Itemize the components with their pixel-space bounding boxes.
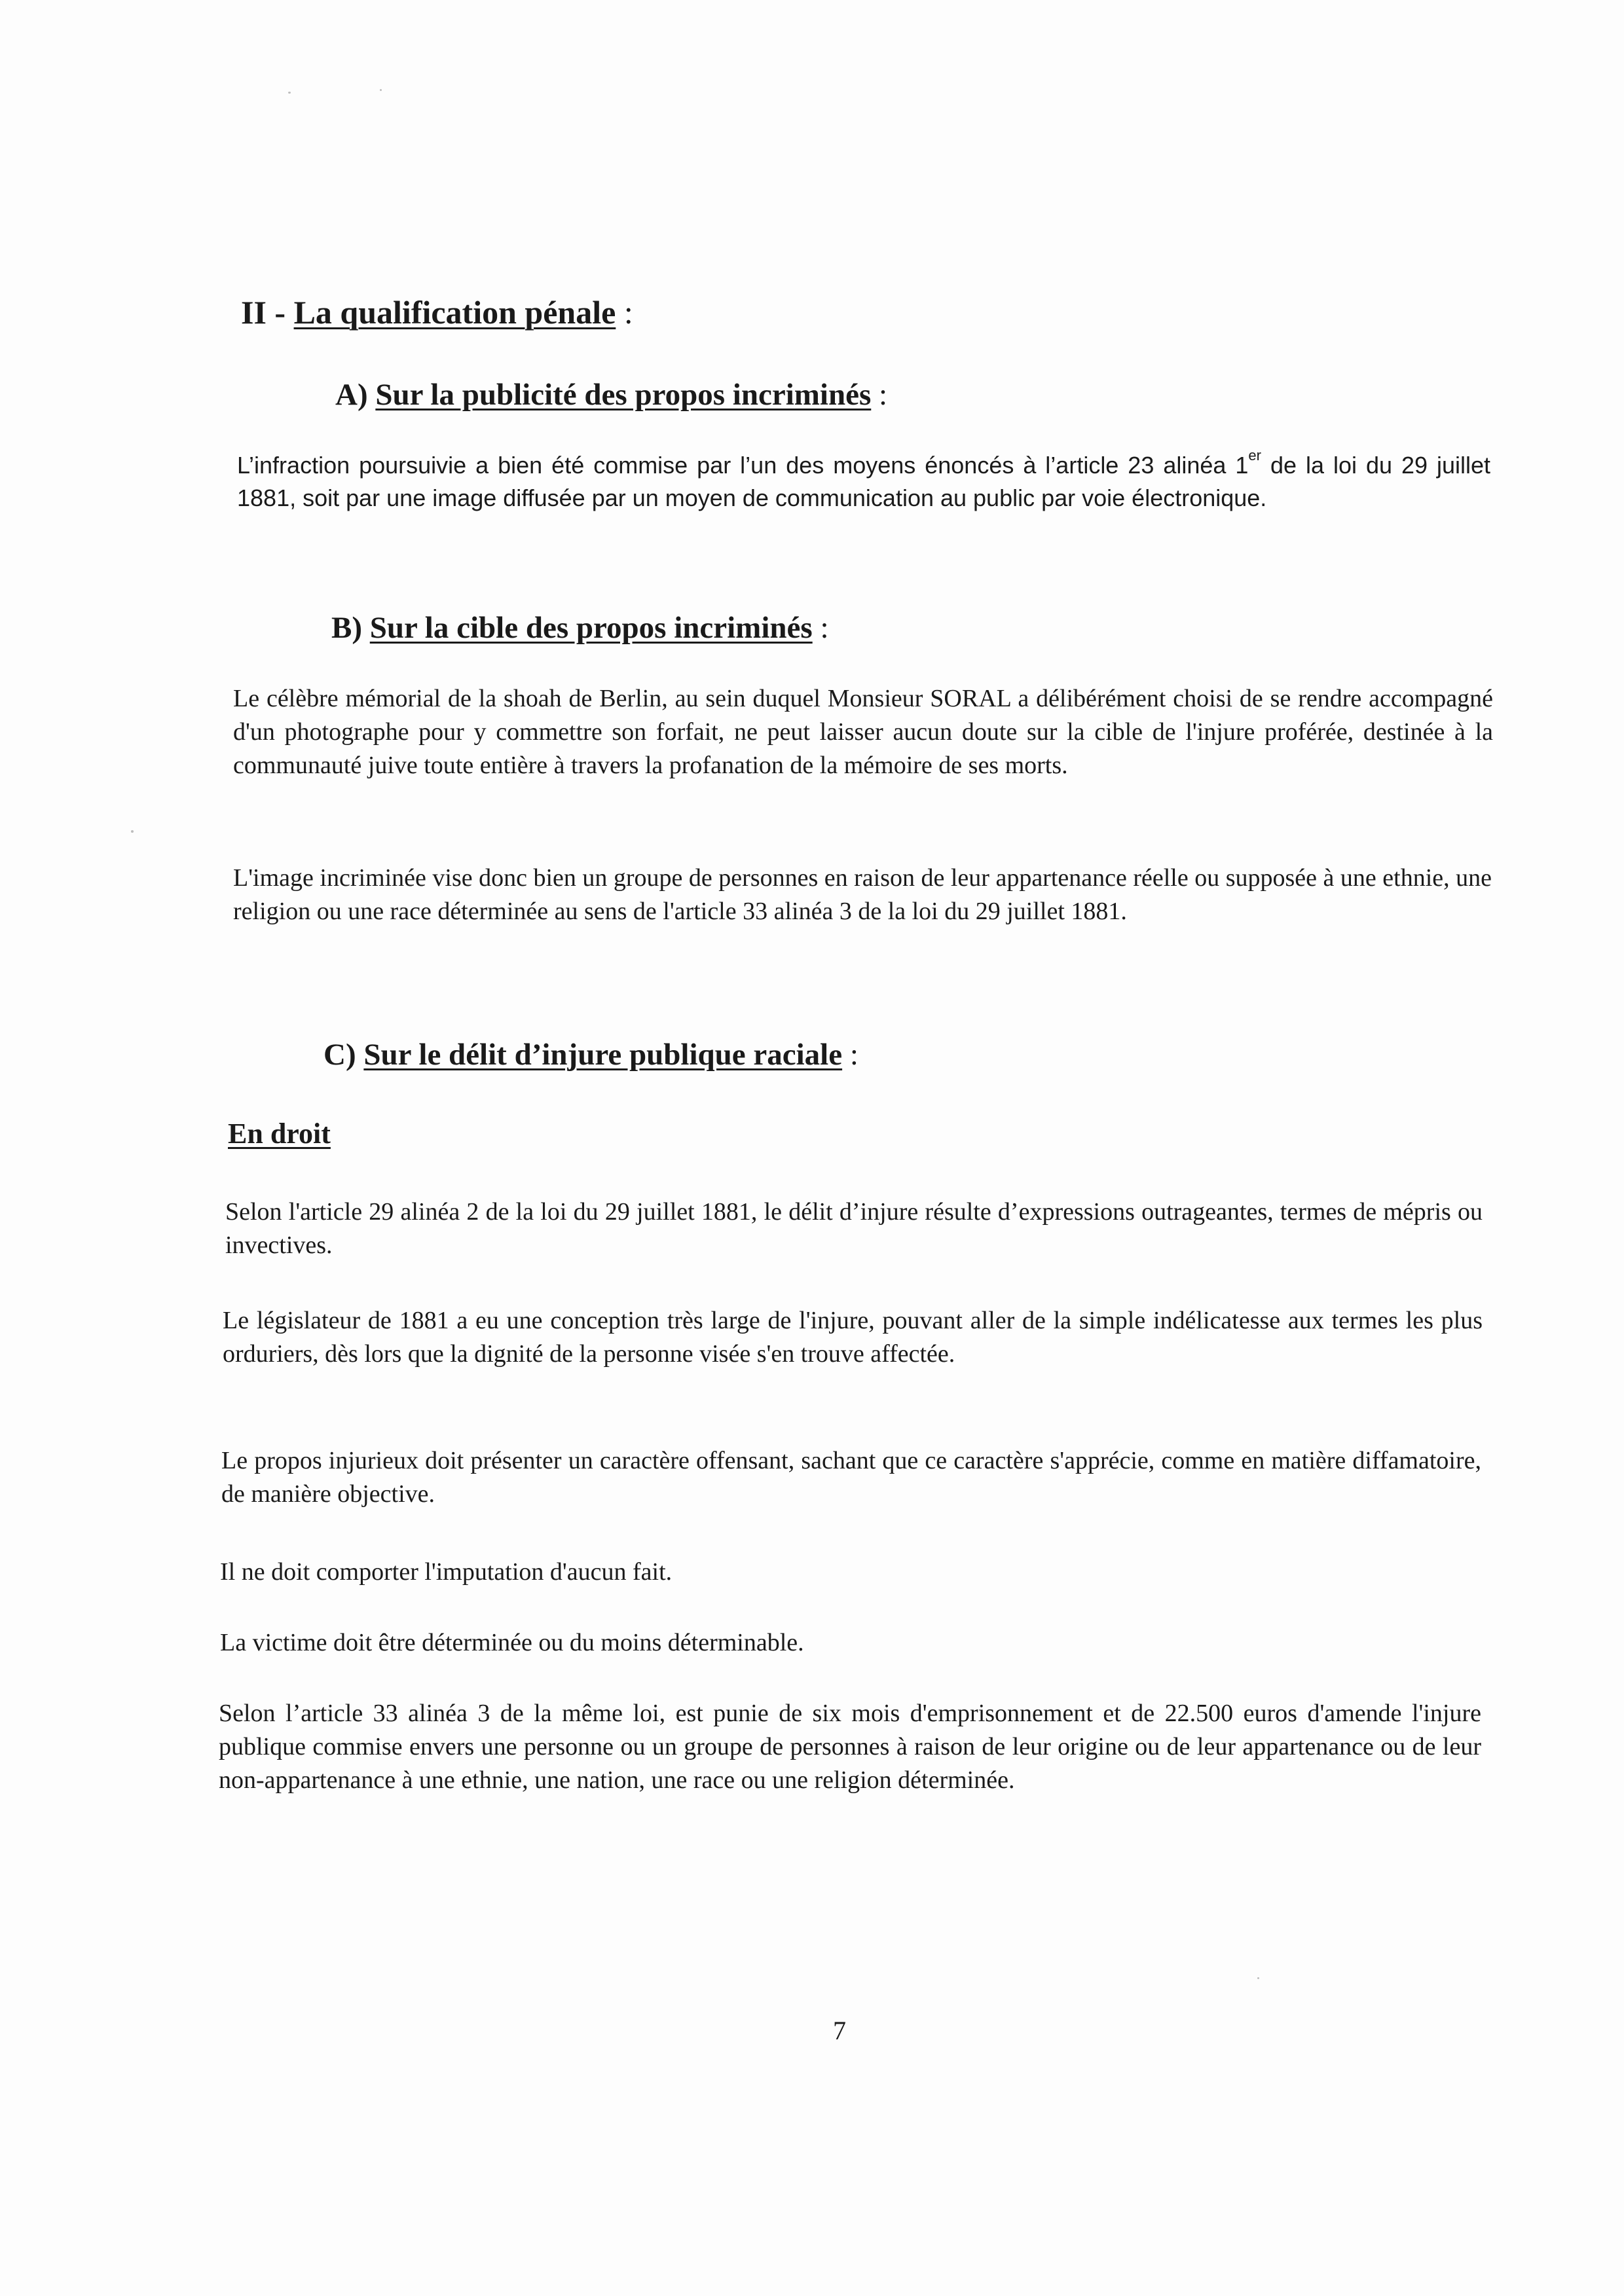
subsection-c-paragraph: Selon l'article 29 alinéa 2 de la loi du 29 juillet 1881, le délit d’injure résulte d’expressions outrageantes, termes de mépris ou invectives. bbox=[225, 1198, 1483, 1259]
subsection-c-paragraph: Le législateur de 1881 a eu une conception très large de l'injure, pouvant aller de la simple indélicatesse aux termes les plus orduriers, dès lors que la dignité de la personne visée s'en trouve affectée. bbox=[223, 1307, 1483, 1368]
section-separator: - bbox=[266, 294, 294, 331]
subsection-a-title: Sur la publicité des propos incriminés bbox=[375, 378, 872, 412]
subsection-b-colon: : bbox=[812, 611, 829, 645]
scan-speck bbox=[288, 92, 291, 94]
section-number: II bbox=[241, 294, 267, 331]
subsection-b-paragraph: L'image incriminée vise donc bien un groupe de personnes en raison de leur appartenance réelle ou supposée à une ethnie, une religion ou une race déterminée au sens de l'article 33 alinéa 3 de la loi du 29 juillet 1881. bbox=[233, 864, 1492, 925]
subheading-en-droit: En droit bbox=[228, 1118, 331, 1150]
paragraph-text: L’infraction poursuivie a bien été commise par l’un des moyens énoncés à l’article 23 alinéa 1 bbox=[237, 452, 1249, 479]
subsection-c-heading bbox=[323, 1037, 858, 1072]
subsection-a-heading bbox=[335, 377, 887, 412]
scan-speck bbox=[380, 89, 382, 91]
scan-speck bbox=[131, 830, 134, 833]
section-title: La qualification pénale bbox=[293, 294, 616, 331]
subsection-c-paragraph: Selon l’article 33 alinéa 3 de la même loi, est punie de six mois d'emprisonnement et de 22.500 euros d'amende l'injure publique commise envers une personne ou un groupe de personnes à raison de leur origine ou de leur appartenance ou de leur non-appartenance à une ethnie, une nation, une race ou une religion déterminée. bbox=[219, 1700, 1481, 1794]
scan-speck bbox=[1257, 1977, 1259, 1979]
section-heading bbox=[241, 293, 633, 331]
subsection-b-paragraph: Le célèbre mémorial de la shoah de Berlin, au sein duquel Monsieur SORAL a délibérément choisi de se rendre accompagné d'un photographe pour y commettre son forfait, ne peut laisser aucun doute sur la cible de l'injure proférée, destinée à la communauté juive toute entière à travers la profanation de la mémoire de ses morts. bbox=[233, 685, 1493, 779]
subsection-b-letter: B) bbox=[331, 611, 362, 645]
subsection-c-paragraph: Il ne doit comporter l'imputation d'aucun fait. bbox=[220, 1558, 673, 1586]
subsection-b-heading bbox=[331, 610, 829, 646]
subsection-c-paragraph: Le propos injurieux doit présenter un caractère offensant, sachant que ce caractère s'apprécie, comme en matière diffamatoire, de manière objective. bbox=[221, 1447, 1481, 1508]
subsection-a-colon: : bbox=[871, 378, 888, 412]
section-colon: : bbox=[616, 294, 633, 331]
subsection-b-title: Sur la cible des propos incriminés bbox=[369, 611, 813, 645]
subsection-c-letter: C) bbox=[323, 1038, 356, 1072]
paragraph-text: de la loi du 29 juillet 1881, soit par une image diffusée par un moyen de communication au public par voie électronique. bbox=[237, 452, 1491, 511]
subsection-a-letter: A) bbox=[335, 378, 368, 412]
subsection-c-paragraph: La victime doit être déterminée ou du moins déterminable. bbox=[220, 1629, 804, 1656]
subsection-c-title: Sur le délit d’injure publique raciale bbox=[363, 1038, 843, 1072]
subsection-a-paragraph bbox=[237, 449, 1490, 515]
page-number: 7 bbox=[833, 2016, 846, 2045]
superscript-er: er bbox=[1248, 447, 1261, 464]
subsection-c-colon: : bbox=[842, 1038, 858, 1072]
